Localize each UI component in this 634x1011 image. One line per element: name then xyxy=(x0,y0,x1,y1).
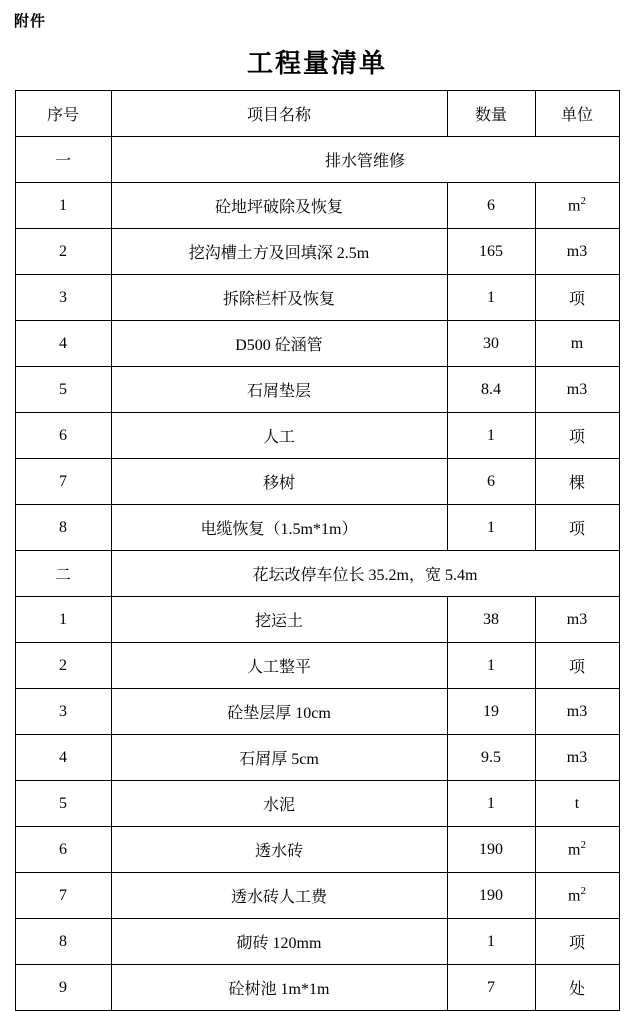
column-header-qty: 数量 xyxy=(447,91,535,137)
table-row xyxy=(15,689,619,735)
table-row xyxy=(15,643,619,689)
table-row xyxy=(15,413,619,459)
table-row xyxy=(15,505,619,551)
cell-name: 砼地坪破除及恢复 xyxy=(111,183,447,229)
cell-seq: 4 xyxy=(15,735,111,781)
cell-unit: 棵 xyxy=(535,459,619,505)
cell-seq: 7 xyxy=(15,873,111,919)
cell-qty: 38 xyxy=(447,597,535,643)
table-row xyxy=(15,367,619,413)
cell-unit: 项 xyxy=(535,505,619,551)
cell-name: 拆除栏杆及恢复 xyxy=(111,275,447,321)
cell-qty: 1 xyxy=(447,781,535,827)
cell-name: 透水砖人工费 xyxy=(111,873,447,919)
cell-seq: 6 xyxy=(15,827,111,873)
cell-name: 水泥 xyxy=(111,781,447,827)
cell-seq: 4 xyxy=(15,321,111,367)
cell-qty: 7 xyxy=(447,965,535,1011)
cell-name: 人工 xyxy=(111,413,447,459)
cell-unit: m3 xyxy=(535,689,619,735)
cell-qty: 190 xyxy=(447,873,535,919)
cell-name: 砼树池 1m*1m xyxy=(111,965,447,1011)
cell-qty: 30 xyxy=(447,321,535,367)
cell-seq: 6 xyxy=(15,413,111,459)
cell-name: 石屑厚 5cm xyxy=(111,735,447,781)
cell-section-name: 排水管维修 xyxy=(111,137,619,183)
table-section-row xyxy=(15,137,619,183)
bill-of-quantities-table xyxy=(15,90,620,1011)
cell-seq: 8 xyxy=(15,919,111,965)
cell-unit: 项 xyxy=(535,413,619,459)
cell-qty: 9.5 xyxy=(447,735,535,781)
cell-qty: 1 xyxy=(447,275,535,321)
cell-seq: 一 xyxy=(15,137,111,183)
cell-seq: 3 xyxy=(15,689,111,735)
cell-name: D500 砼涵管 xyxy=(111,321,447,367)
column-header-unit: 单位 xyxy=(535,91,619,137)
column-header-name: 项目名称 xyxy=(111,91,447,137)
cell-unit: t xyxy=(535,781,619,827)
cell-unit: m3 xyxy=(535,735,619,781)
cell-seq: 2 xyxy=(15,229,111,275)
table-row xyxy=(15,827,619,873)
cell-seq: 1 xyxy=(15,183,111,229)
cell-name: 挖沟槽土方及回填深 2.5m xyxy=(111,229,447,275)
cell-name: 挖运土 xyxy=(111,597,447,643)
table-row xyxy=(15,597,619,643)
cell-qty: 1 xyxy=(447,505,535,551)
cell-seq: 5 xyxy=(15,367,111,413)
table-row xyxy=(15,735,619,781)
table-row xyxy=(15,275,619,321)
cell-qty: 19 xyxy=(447,689,535,735)
table-row xyxy=(15,781,619,827)
cell-qty: 1 xyxy=(447,643,535,689)
cell-unit: m xyxy=(535,321,619,367)
cell-unit: 项 xyxy=(535,275,619,321)
cell-unit: m3 xyxy=(535,367,619,413)
cell-name: 砌砖 120mm xyxy=(111,919,447,965)
cell-unit: 项 xyxy=(535,919,619,965)
table-row xyxy=(15,919,619,965)
cell-name: 透水砖 xyxy=(111,827,447,873)
table-row xyxy=(15,965,619,1011)
cell-unit: $m^2$ xyxy=(535,827,619,873)
cell-seq: 7 xyxy=(15,459,111,505)
cell-seq: 1 xyxy=(15,597,111,643)
cell-seq: 8 xyxy=(15,505,111,551)
table-section-row xyxy=(15,551,619,597)
cell-qty: 1 xyxy=(447,919,535,965)
cell-qty: 6 xyxy=(447,459,535,505)
cell-unit: m3 xyxy=(535,229,619,275)
cell-seq: 9 xyxy=(15,965,111,1011)
table-row xyxy=(15,873,619,919)
cell-name: 电缆恢复（1.5m*1m） xyxy=(111,505,447,551)
cell-seq: 二 xyxy=(15,551,111,597)
cell-qty: 165 xyxy=(447,229,535,275)
cell-qty: 190 xyxy=(447,827,535,873)
table-row xyxy=(15,459,619,505)
cell-qty: 1 xyxy=(447,413,535,459)
cell-seq: 2 xyxy=(15,643,111,689)
cell-name: 砼垫层厚 10cm xyxy=(111,689,447,735)
cell-unit: 处 xyxy=(535,965,619,1011)
cell-qty: 8.4 xyxy=(447,367,535,413)
cell-section-name: 花坛改停车位长 35.2m，宽 5.4m xyxy=(111,551,619,597)
cell-seq: 5 xyxy=(15,781,111,827)
cell-unit: 项 xyxy=(535,643,619,689)
attachment-label: 附件 xyxy=(14,13,47,30)
cell-unit: m3 xyxy=(535,597,619,643)
cell-unit: $m^2$ xyxy=(535,183,619,229)
superscript: 2 xyxy=(580,839,586,852)
table-body xyxy=(15,137,619,1011)
cell-unit: $m^2$ xyxy=(535,873,619,919)
superscript: 2 xyxy=(580,885,586,898)
cell-seq: 3 xyxy=(15,275,111,321)
superscript: 2 xyxy=(580,195,586,208)
cell-name: 移树 xyxy=(111,459,447,505)
table-header-row xyxy=(15,91,619,137)
table-row xyxy=(15,183,619,229)
page-title: 工程量清单 xyxy=(246,49,387,78)
cell-qty: 6 xyxy=(447,183,535,229)
cell-name: 石屑垫层 xyxy=(111,367,447,413)
column-header-seq: 序号 xyxy=(15,91,111,137)
table-row xyxy=(15,321,619,367)
table-row xyxy=(15,229,619,275)
cell-name: 人工整平 xyxy=(111,643,447,689)
